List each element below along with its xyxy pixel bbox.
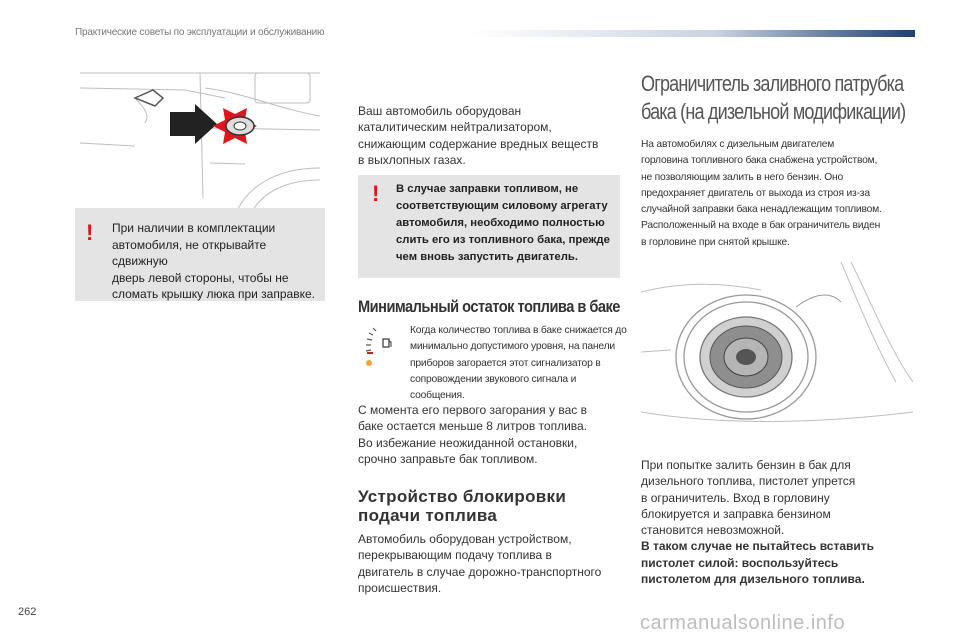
text-line: автомобиля, необходимо полностью [396, 217, 605, 229]
text-line: минимально допустимого уровня, на панели [410, 341, 615, 353]
fuel-level-warning-icon [360, 325, 396, 370]
text-line: слить его из топливного бака, прежде [396, 234, 610, 246]
running-header: Практические советы по эксплуатации и обслуживанию [75, 27, 325, 38]
text-line: в выхлопных газах. [358, 152, 466, 167]
bold-line: пистолетом для дизельного топлива. [641, 572, 865, 587]
diesel-restrictor-paragraph [641, 137, 911, 251]
min-fuel-note [410, 323, 630, 404]
page-number: 262 [18, 606, 37, 618]
fuel-flap-illustration [75, 68, 325, 216]
warning-mark: ! [86, 220, 94, 245]
text-line: дверь левой стороны, чтобы не [112, 270, 289, 285]
min-fuel-heading: Минимальный остаток топлива в баке [358, 297, 620, 316]
text-line: срочно заправьте бак топливом. [358, 451, 538, 466]
text-line: При попытке залить бензин в бак для [641, 458, 851, 472]
filler-neck-drawing [641, 262, 913, 440]
bold-line: пистолет силой: воспользуйтесь [641, 555, 839, 570]
text-line: чем вновь запустить двигатель. [396, 251, 578, 263]
text-line: горловина топливного бака снабжена устройством, [641, 155, 878, 167]
text-line: Когда количество топлива в баке снижается до [410, 325, 627, 336]
text-line: снижающим содержание вредных веществ [358, 136, 599, 151]
text-line: двигатель в случае дорожно-транспортного [358, 564, 602, 579]
text-line: соответствующим силовому агрегату [396, 200, 608, 212]
text-line: Ваш автомобиль оборудован [358, 104, 522, 118]
text-line: автомобиля, не открывайте сдвижную [112, 237, 267, 268]
warning-text [396, 181, 610, 266]
diesel-restrictor-heading [641, 70, 905, 126]
text-line: сопровождении звукового сигнала и сообщения. [410, 373, 577, 402]
text-line: При наличии в комплектации [112, 221, 276, 235]
text-line: не позволяющим залить в него бензин. Оно [641, 171, 844, 183]
heading-line: подачи топлива [358, 506, 498, 525]
text-line: перекрывающим подачу топлива в [358, 548, 552, 563]
catalyst-paragraph [358, 103, 620, 168]
heading-line: бака (на дизельной модификации) [641, 99, 906, 124]
text-line: предохраняет двигатель от выхода из строя из-за [641, 187, 870, 199]
text-line: случайной заправки бака ненадлежащим топливом. [641, 204, 882, 216]
text-line: Автомобиль оборудован устройством, [358, 532, 572, 546]
header-bar [470, 30, 915, 37]
fuel-flap-drawing [75, 68, 325, 216]
fuel-cutoff-paragraph [358, 531, 628, 596]
text-line: блокируется и заправка бензином [641, 506, 831, 521]
heading-line: Ограничитель заливного патрубка [641, 71, 904, 96]
text-line: дизельного топлива, пистолет упрется [641, 474, 856, 489]
wrong-fuel-warning [358, 175, 620, 278]
bold-line: В таком случае не пытайтесь вставить [641, 539, 875, 554]
min-fuel-paragraph [358, 402, 620, 467]
text-line: На автомобилях с дизельным двигателем [641, 139, 835, 150]
fuel-cutoff-heading [358, 487, 566, 525]
text-line: каталитическим нейтрализатором, [358, 120, 552, 135]
text-line: В случае заправки топливом, не [396, 183, 579, 195]
heading-line: Устройство блокировки [358, 487, 567, 506]
text-line: происшествия. [358, 580, 442, 595]
warning-text [112, 220, 325, 303]
text-line: Расположенный на входе в бак ограничитель виден [641, 220, 881, 232]
text-line: становится невозможной. [641, 523, 785, 538]
sliding-door-warning [75, 208, 325, 301]
warning-mark: ! [372, 181, 380, 206]
petrol-block-paragraph [641, 457, 913, 587]
text-line: Во избежание неожиданной остановки, [358, 435, 578, 450]
text-line: в ограничитель. Вход в горловину [641, 490, 830, 505]
filler-neck-illustration [641, 262, 913, 440]
watermark: carmanualsonline.info [640, 612, 846, 634]
text-line: в горловине при снятой крышке. [641, 236, 790, 248]
text-line: С момента его первого загорания у вас в [358, 403, 587, 417]
text-line: сломать крышку люка при заправке. [112, 287, 315, 301]
text-line: баке остается меньше 8 литров топлива. [358, 419, 588, 434]
text-line: приборов загорается этот сигнализатор в [410, 357, 601, 369]
